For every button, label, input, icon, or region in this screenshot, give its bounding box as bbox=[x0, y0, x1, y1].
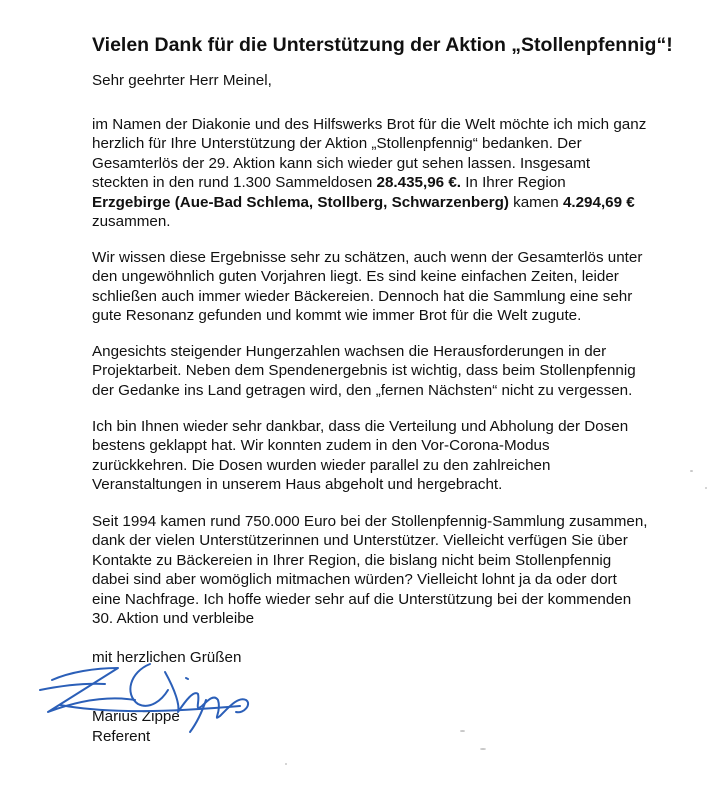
signer-role: Referent bbox=[92, 728, 151, 745]
text-line: Kontakte zu Bäckereien in Ihrer Region, die bislang nicht beim Stollenpfennig bbox=[92, 551, 612, 569]
text-fragment: steckten in den rund 1.300 Sammeldosen bbox=[92, 174, 377, 192]
text-line: bestens geklappt hat. Wir konnten zudem in den Vor-Corona-Modus bbox=[92, 437, 550, 455]
text-line: der Gedanke ins Land getragen wird, den „fernen Nächsten“ nicht zu vergessen. bbox=[92, 381, 633, 399]
text-line: schließen auch immer wieder Bäckereien. Dennoch hat die Sammlung eine sehr bbox=[92, 287, 633, 305]
paragraph-hunger bbox=[92, 342, 636, 400]
scan-speck bbox=[460, 730, 465, 732]
paragraph-distribution bbox=[92, 417, 628, 495]
scan-speck bbox=[285, 763, 287, 765]
text-line: Ich bin Ihnen wieder sehr dankbar, dass die Verteilung und Abholung der Dosen bbox=[92, 418, 629, 435]
text-fragment: In Ihrer Region bbox=[460, 174, 566, 192]
letter-title: Vielen Dank für die Unterstützung der Aktion „Stollenpfennig“! bbox=[92, 34, 673, 56]
text-line: gute Resonanz gefunden und kommt wie immer Brot für die Welt zugute. bbox=[92, 307, 582, 325]
text-line: Wir wissen diese Ergebnisse sehr zu schätzen, auch wenn der Gesamterlös unter bbox=[92, 249, 643, 266]
signer-name: Marius Zippe bbox=[92, 708, 180, 725]
text-line: zurückkehren. Die Dosen wurden wieder parallel zu den zahlreichen bbox=[92, 456, 551, 474]
text-line: Projektarbeit. Neben dem Spendenergebnis ist wichtig, dass beim Stollenpfennig bbox=[92, 362, 636, 380]
scan-speck bbox=[690, 470, 693, 472]
text-line: Angesichts steigender Hungerzahlen wachsen die Herausforderungen in der bbox=[92, 343, 607, 360]
paragraph-results bbox=[92, 248, 642, 326]
scan-speck bbox=[705, 487, 707, 489]
text-line: Gesamterlös der 29. Aktion kann sich wieder gut sehen lassen. Insgesamt bbox=[92, 154, 591, 172]
text-line: eine Nachfrage. Ich hoffe wieder sehr auf die Unterstützung bei der kommenden bbox=[92, 590, 632, 608]
text-line bbox=[92, 173, 646, 192]
paragraph-history bbox=[92, 512, 648, 628]
text-fragment: kamen bbox=[508, 193, 563, 211]
text-line: zusammen. bbox=[92, 213, 171, 231]
text-line: 30. Aktion und verbleibe bbox=[92, 610, 255, 628]
region-name: Erzgebirge (Aue-Bad Schlema, Stollberg, Schwarzenberg) bbox=[92, 193, 509, 211]
text-line: dank der vielen Unterstützerinnen und Unterstützer. Vielleicht verfügen Sie über bbox=[92, 532, 628, 550]
closing: mit herzlichen Grüßen bbox=[92, 649, 242, 666]
text-line: Veranstaltungen in unserem Haus abgeholt und hergebracht. bbox=[92, 476, 503, 494]
text-line: dabei sind aber womöglich mitmachen würden? Vielleicht lohnt ja da oder dort bbox=[92, 571, 617, 589]
region-amount: 4.294,69 € bbox=[562, 193, 635, 211]
salutation: Sehr geehrter Herr Meinel, bbox=[92, 72, 272, 89]
scan-speck bbox=[480, 748, 486, 750]
text-line: den ungewöhnlich guten Vorjahren liegt. Es sind keine einfachen Zeiten, leider bbox=[92, 268, 619, 286]
total-amount: 28.435,96 €. bbox=[376, 174, 461, 192]
text-line: im Namen der Diakonie und des Hilfswerks Brot für die Welt möchte ich mich ganz bbox=[92, 116, 647, 133]
text-line: Seit 1994 kamen rund 750.000 Euro bei der Stollenpfennig-Sammlung zusammen, bbox=[92, 513, 648, 530]
paragraph-thanks bbox=[92, 115, 646, 231]
text-line: herzlich für Ihre Unterstützung der Aktion „Stollenpfennig“ bedanken. Der bbox=[92, 135, 582, 153]
text-line bbox=[92, 193, 646, 212]
